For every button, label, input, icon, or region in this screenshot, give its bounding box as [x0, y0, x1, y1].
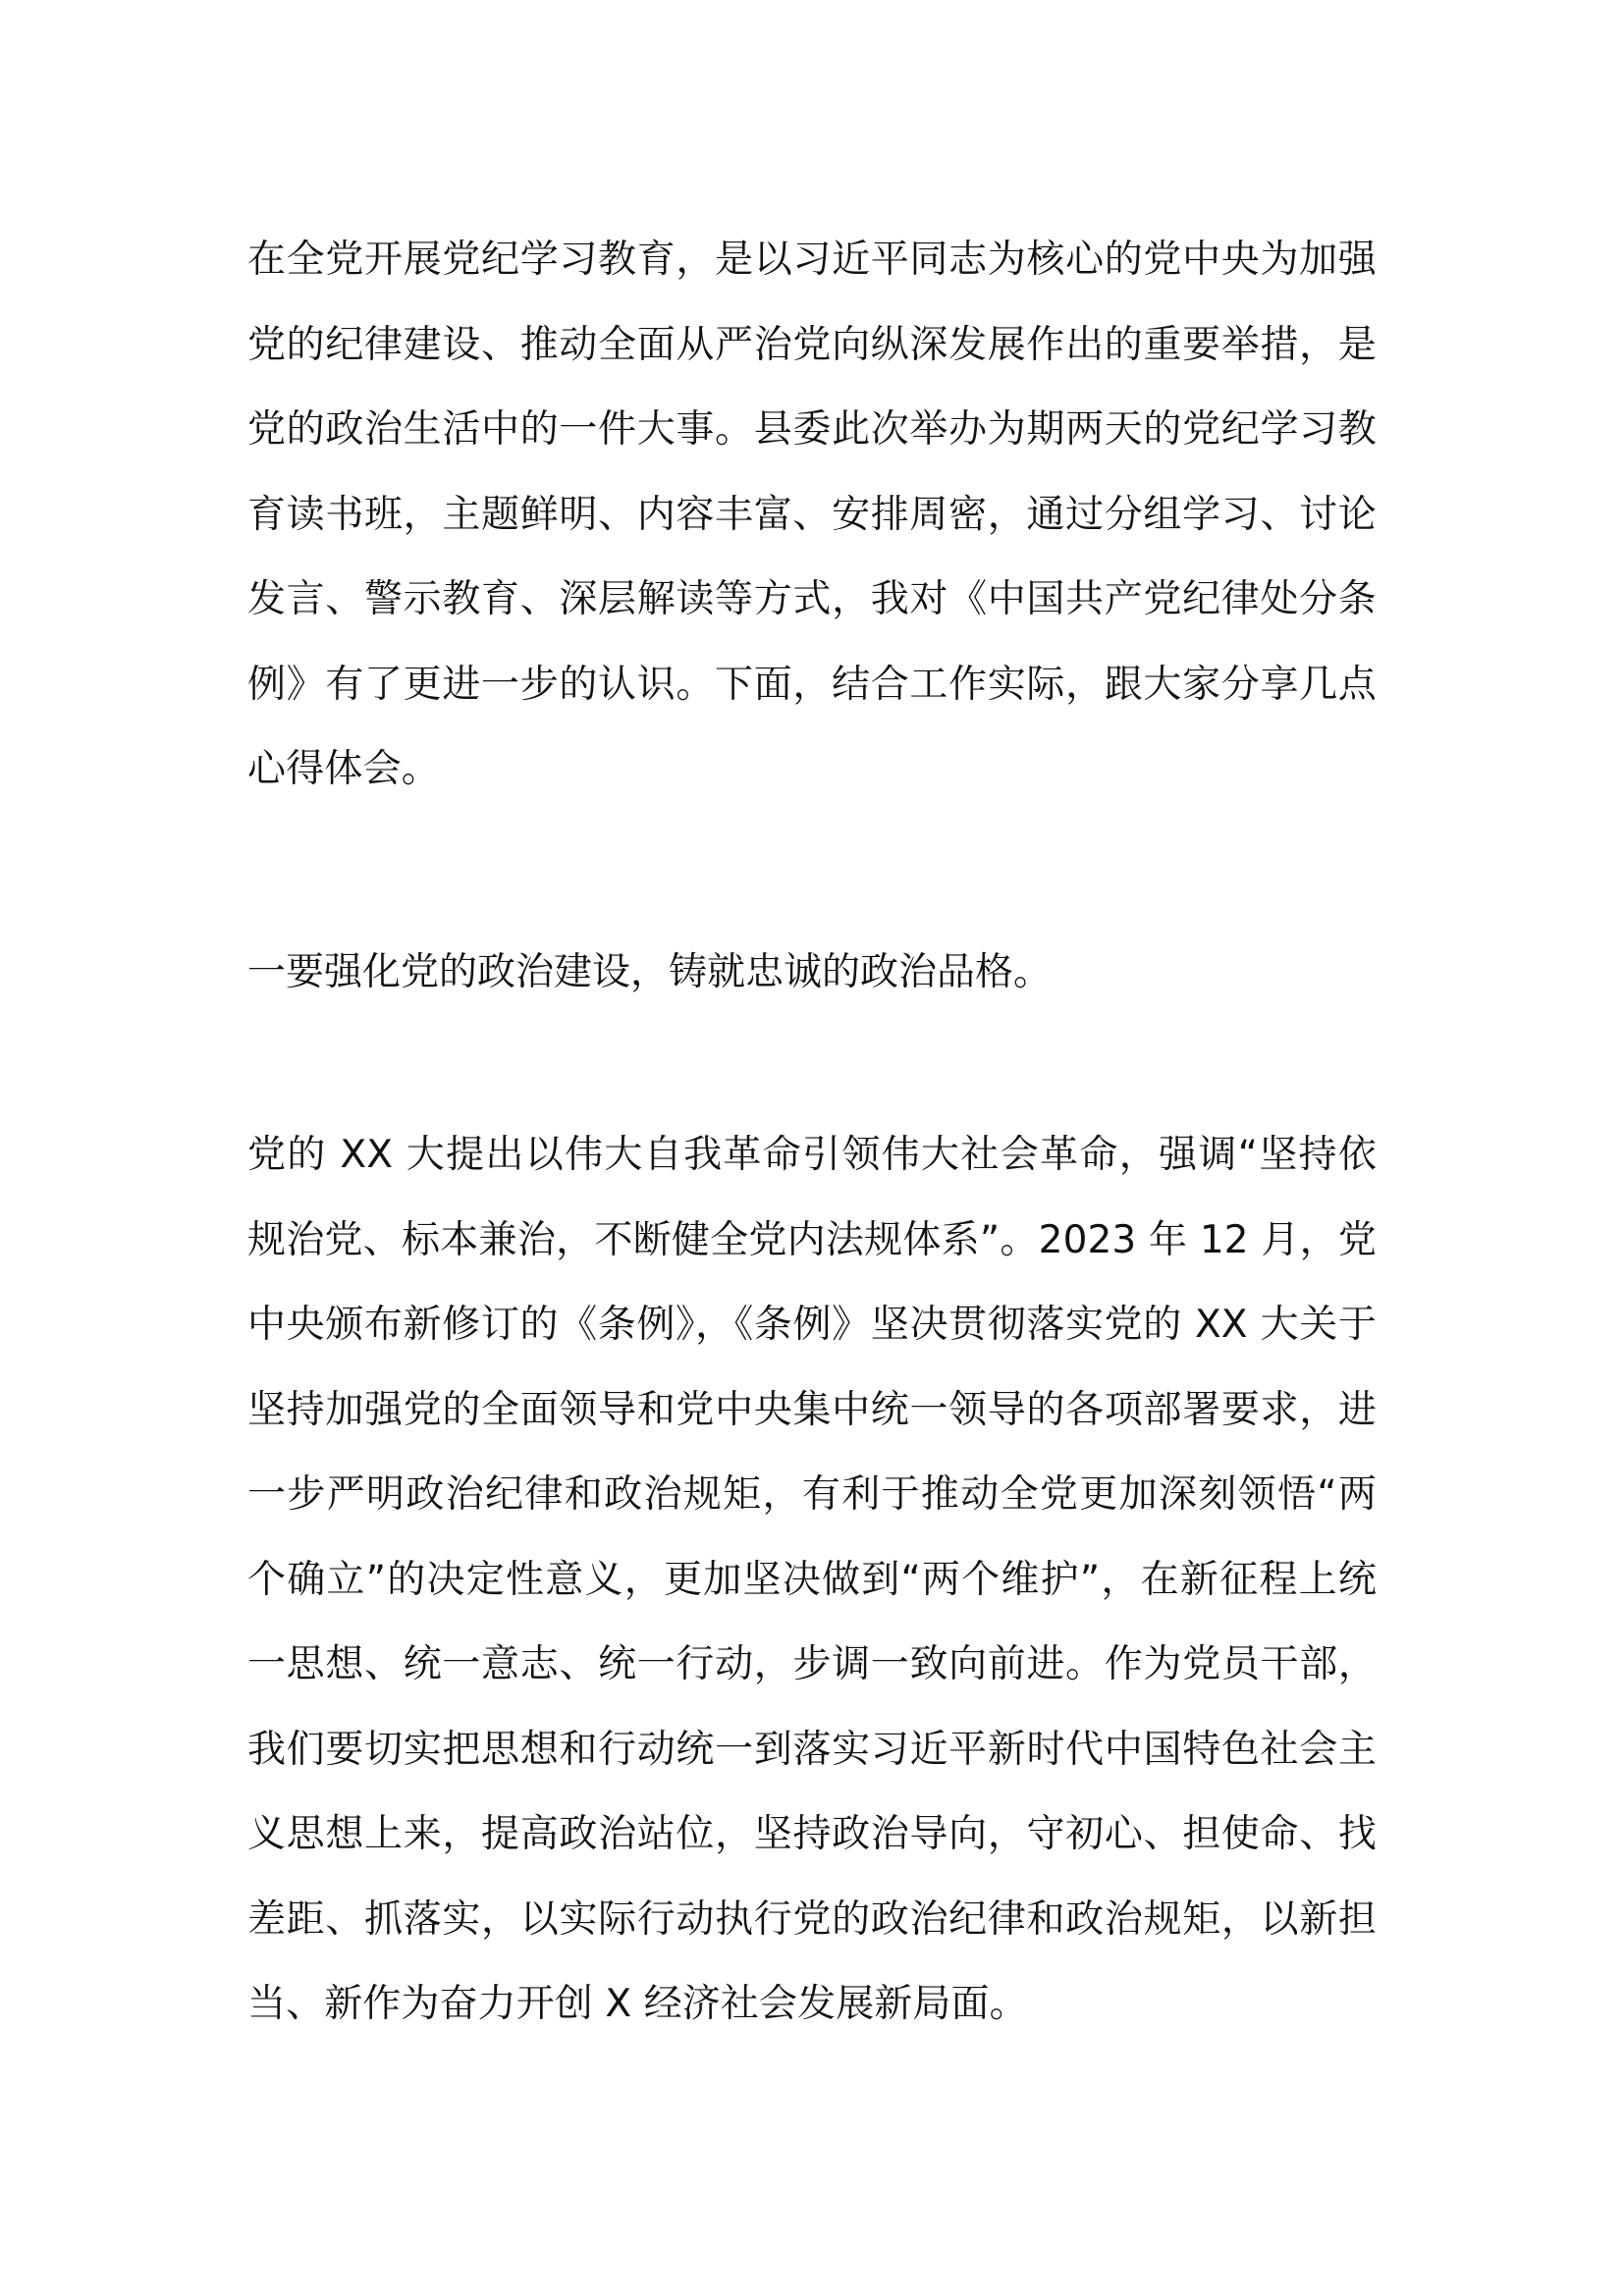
section-heading: 一要强化党的政治建设，铸就忠诚的政治品格。 — [247, 949, 1053, 994]
intro-paragraph: 在全党开展党纪学习教育，是以习近平同志为核心的党中央为加强党的纪律建设、推动全面从严治党向纵深发展作出的重要举措，是党的政治生活中的一件大事。县委此次举办为期两天的党纪学习教育读书班，主题鲜明、内容丰富、安排周密，通过分组学习、讨论发言、警示教育、深层解读等方式，我对《中国共产党纪律处分条例》有了更进一步的认识。下面，结合工作实际，跟大家分享几点心得体会。 — [247, 238, 1377, 791]
body-paragraph: 党的 XX 大提出以伟大自我革命引领伟大社会革命，强调“坚持依规治党、标本兼治，不断健全党内法规体系”。2023 年 12 月，党中央颁布新修订的《条例》，《条例》坚决贯彻落实党的 XX 大关于坚持加强党的全面领导和党中央集中统一领导的各项部署要求，进一步严明政治纪律和政治规矩，有利于推动全党更加深刻领悟“两个确立”的决定性意义，更加坚决做到“两个维护”，在新征程上统一思想、统一意志、统一行动，步调一致向前进。作为党员干部，我们要切实把思想和行动统一到落实习近平新时代中国特色社会主义思想上来，提高政治站位，坚持政治导向，守初心、担使命、找差距、抓落实，以实际行动执行党的政治纪律和政治规矩，以新担当、新作为奋力开创 X 经济社会发展新局面。 — [247, 1133, 1377, 2026]
paragraph-spacer — [247, 813, 1377, 931]
document-content — [247, 218, 1377, 2048]
paragraph-spacer — [247, 1015, 1377, 1113]
